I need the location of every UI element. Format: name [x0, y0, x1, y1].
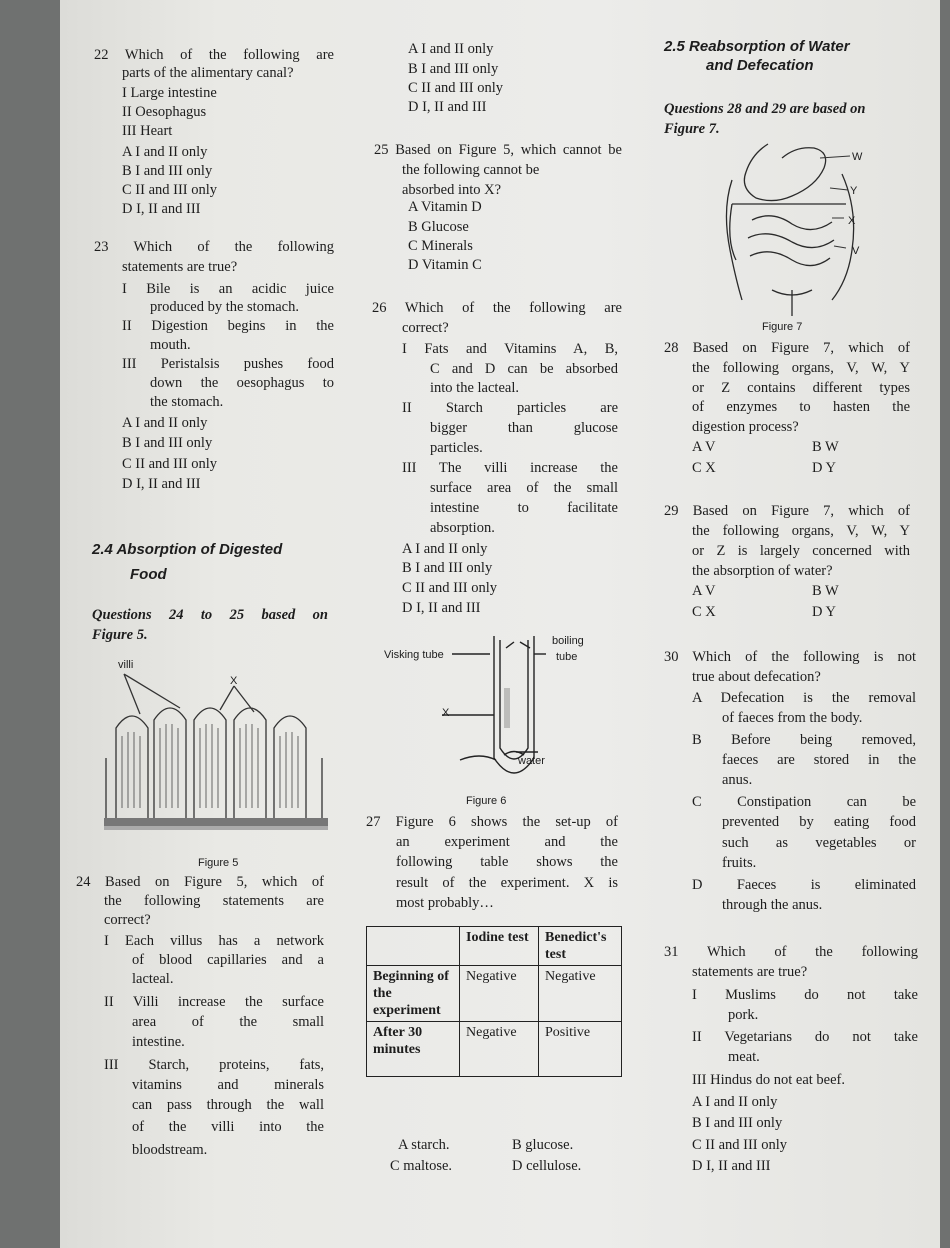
q26-stem-1: 26 Which of the following are: [372, 300, 622, 316]
q26-s1-1: I Fats and Vitamins A, B,: [402, 341, 618, 357]
q28-stem-3: or Z contains different types: [692, 380, 910, 396]
figure-7-label-x: X: [848, 215, 856, 227]
q24-s1-2: of blood capillaries and a: [132, 952, 324, 968]
q24-25-intro-2: Figure 5.: [92, 627, 148, 643]
q24-s1-1: I Each villus has a network: [104, 933, 324, 949]
q26-s3-2: surface area of the small: [430, 480, 618, 496]
figure-5-villi-diagram: [100, 648, 332, 858]
figure-6-label-water: water: [518, 755, 545, 767]
q24-stem-2: the following statements are: [104, 893, 324, 909]
q25-option-a[interactable]: A Vitamin D: [408, 199, 482, 215]
q25-option-c[interactable]: C Minerals: [408, 238, 473, 254]
figure-6-label-tube: tube: [556, 651, 578, 663]
q28-option-b[interactable]: B W: [812, 439, 839, 455]
q29-stem-3: or Z is largely concerned with: [692, 543, 910, 559]
q21-option-a[interactable]: A I and II only: [408, 41, 494, 57]
q27-stem-1: 27 Figure 6 shows the set-up of: [366, 814, 618, 830]
q30-option-c-4: fruits.: [722, 855, 757, 871]
section-2-5-heading-2: and Defecation: [706, 57, 814, 74]
section-2-4-heading-2: Food: [130, 566, 167, 583]
q31-s2-1: II Vegetarians do not take: [692, 1029, 918, 1045]
q28-29-intro-2: Figure 7.: [664, 121, 720, 137]
q27-stem-5: most probably…: [396, 895, 494, 911]
q24-s2-3: intestine.: [132, 1034, 185, 1050]
table-header-cell: Benedict's test: [539, 927, 622, 966]
q26-s1-2: C and D can be absorbed: [430, 361, 618, 377]
q24-s3-1: III Starch, proteins, fats,: [104, 1057, 324, 1073]
q24-s3-3: can pass through the wall: [132, 1097, 324, 1113]
figure-5-label-villi: villi: [118, 659, 134, 671]
q26-option-d[interactable]: D I, II and III: [402, 600, 481, 616]
q22-option-d[interactable]: D I, II and III: [122, 201, 201, 217]
q31-stem-1: 31 Which of the following: [664, 944, 918, 960]
q23-option-a[interactable]: A I and II only: [122, 415, 208, 431]
table-cell: Negative: [460, 1022, 539, 1077]
q26-option-c[interactable]: C II and III only: [402, 580, 498, 596]
q30-option-c-3: such as vegetables or: [722, 835, 916, 851]
q30-option-c-2: prevented by eating food: [722, 814, 916, 830]
q26-s2-2: bigger than glucose: [430, 420, 618, 436]
q22-item-2: II Oesophagus: [122, 104, 207, 120]
q24-s2-1: II Villi increase the surface: [104, 994, 324, 1010]
q23-stem-1: 23 Which of the following: [94, 239, 334, 255]
q21-option-b[interactable]: B I and III only: [408, 61, 499, 77]
q31-option-b[interactable]: B I and III only: [692, 1115, 783, 1131]
q27-option-a[interactable]: A starch.: [398, 1137, 450, 1153]
q25-option-b[interactable]: B Glucose: [408, 219, 469, 235]
q23-s3-3: the stomach.: [150, 394, 224, 410]
figure-5-caption: Figure 5: [198, 857, 239, 869]
q31-s1-1: I Muslims do not take: [692, 987, 918, 1003]
q26-option-b[interactable]: B I and III only: [402, 560, 493, 576]
q30-option-c[interactable]: C Constipation can be: [692, 794, 916, 810]
q30-option-a[interactable]: A Defecation is the removal: [692, 690, 916, 706]
figure-7-label-v: V: [852, 245, 860, 257]
section-2-5-heading: 2.5 Reabsorption of Water: [664, 38, 850, 55]
q27-option-d[interactable]: D cellulose.: [512, 1158, 582, 1174]
q26-s2-1: II Starch particles are: [402, 400, 618, 416]
q23-s2-1: II Digestion begins in the: [122, 318, 334, 334]
q25-stem-2: the following cannot be: [402, 162, 540, 178]
q24-s1-3: lacteal.: [132, 971, 174, 987]
q24-s2-2: area of the small: [132, 1014, 324, 1030]
q30-option-d[interactable]: D Faeces is eliminated: [692, 877, 916, 893]
q22-stem-2: parts of the alimentary canal?: [122, 65, 294, 81]
table-cell: Negative: [460, 966, 539, 1022]
table-header-cell: [367, 927, 460, 966]
q31-s2-2: meat.: [728, 1049, 760, 1065]
q27-option-c[interactable]: C maltose.: [390, 1158, 453, 1174]
figure-7-caption: Figure 7: [762, 321, 803, 333]
table-cell: Beginning of the experiment: [367, 966, 460, 1022]
q21-option-d[interactable]: D I, II and III: [408, 99, 487, 115]
q23-s1-2: produced by the stomach.: [150, 299, 299, 315]
q22-item-1: I Large intestine: [122, 85, 217, 101]
q26-stem-2: correct?: [402, 320, 449, 336]
q26-s2-3: particles.: [430, 440, 483, 456]
q28-29-intro-1: Questions 28 and 29 are based on: [664, 101, 866, 117]
q23-option-c[interactable]: C II and III only: [122, 456, 218, 472]
table-row: [367, 966, 622, 1022]
q27-stem-4: result of the experiment. X is: [396, 875, 618, 891]
q22-item-3: III Heart: [122, 123, 173, 139]
q28-stem-5: digestion process?: [692, 419, 799, 435]
q27-option-b[interactable]: B glucose.: [512, 1137, 574, 1153]
q31-option-d[interactable]: D I, II and III: [692, 1158, 771, 1174]
q23-s2-2: mouth.: [150, 337, 191, 353]
q31-s3: III Hindus do not eat beef.: [692, 1072, 846, 1088]
figure-6-label-x: X: [442, 707, 450, 719]
q24-s3-2: vitamins and minerals: [132, 1077, 324, 1093]
q28-option-c[interactable]: C X: [692, 460, 716, 476]
q28-option-a[interactable]: A V: [692, 439, 716, 455]
q23-option-d[interactable]: D I, II and III: [122, 476, 201, 492]
q24-s3-5: bloodstream.: [132, 1142, 208, 1158]
q25-option-d[interactable]: D Vitamin C: [408, 257, 482, 273]
table-row: [367, 1022, 622, 1077]
figure-6-caption: Figure 6: [466, 795, 507, 807]
table-cell: After 30 minutes: [367, 1022, 460, 1077]
q30-stem-2: true about defecation?: [692, 669, 821, 685]
q23-s3-1: III Peristalsis pushes food: [122, 356, 334, 372]
q23-option-b[interactable]: B I and III only: [122, 435, 213, 451]
q31-option-a[interactable]: A I and II only: [692, 1094, 778, 1110]
q21-option-c[interactable]: C II and III only: [408, 80, 504, 96]
q22-option-a[interactable]: A I and II only: [122, 144, 208, 160]
q22-stem-1: 22 Which of the following are: [94, 47, 334, 63]
q30-option-a-2: of faeces from the body.: [722, 710, 863, 726]
figure-7-label-w: W: [852, 151, 863, 163]
q31-option-c[interactable]: C II and III only: [692, 1137, 788, 1153]
table-header-row: [367, 927, 622, 966]
q23-s1-1: I Bile is an acidic juice: [122, 281, 334, 297]
table-header-cell: Iodine test: [460, 927, 539, 966]
q29-stem-1: 29 Based on Figure 7, which of: [664, 503, 910, 519]
table-cell: Positive: [539, 1022, 622, 1077]
q28-option-d[interactable]: D Y: [812, 460, 837, 476]
q31-s1-2: pork.: [728, 1007, 759, 1023]
figure-6-label-boiling: boiling: [552, 635, 584, 647]
q29-option-a[interactable]: A V: [692, 583, 716, 599]
q29-option-d[interactable]: D Y: [812, 604, 837, 620]
table-cell: Negative: [539, 966, 622, 1022]
q22-option-b[interactable]: B I and III only: [122, 163, 213, 179]
q25-stem-3: absorbed into X?: [402, 182, 502, 198]
q24-stem-1: 24 Based on Figure 5, which of: [76, 874, 324, 890]
q27-results-table: [366, 926, 622, 1077]
q27-stem-2: an experiment and the: [396, 834, 618, 850]
q26-s3-1: III The villi increase the: [402, 460, 618, 476]
q24-25-intro-1: Questions 24 to 25 based on: [92, 607, 328, 623]
figure-6-label-visking-tube: Visking tube: [384, 649, 444, 661]
q30-option-b-3: anus.: [722, 772, 753, 788]
q28-stem-1: 28 Based on Figure 7, which of: [664, 340, 910, 356]
q30-option-b-2: faeces are stored in the: [722, 752, 916, 768]
q24-s3-4: of the villi into the: [132, 1119, 324, 1135]
q28-stem-4: of enzymes to hasten the: [692, 399, 910, 415]
q29-stem-2: the following organs, V, W, Y: [692, 523, 910, 539]
q30-option-d-2: through the anus.: [722, 897, 823, 913]
q26-s1-3: into the lacteal.: [430, 380, 519, 396]
q29-stem-4: the absorption of water?: [692, 563, 833, 579]
q29-option-b[interactable]: B W: [812, 583, 839, 599]
q23-stem-2: statements are true?: [122, 259, 238, 275]
q30-option-b[interactable]: B Before being removed,: [692, 732, 916, 748]
section-2-4-heading: 2.4 Absorption of Digested: [92, 541, 283, 558]
q27-stem-3: following table shows the: [396, 854, 618, 870]
q26-option-a[interactable]: A I and II only: [402, 541, 488, 557]
q23-s3-2: down the oesophagus to: [150, 375, 334, 391]
figure-7-label-y: Y: [850, 185, 858, 197]
q31-stem-2: statements are true?: [692, 964, 808, 980]
q22-option-c[interactable]: C II and III only: [122, 182, 218, 198]
q29-option-c[interactable]: C X: [692, 604, 716, 620]
q25-stem-1: 25 Based on Figure 5, which cannot be: [374, 142, 622, 158]
q30-stem-1: 30 Which of the following is not: [664, 649, 916, 665]
figure-5-label-x: X: [230, 675, 238, 687]
q26-s3-3: intestine to facilitate: [430, 500, 618, 516]
q26-s3-4: absorption.: [430, 520, 495, 536]
q28-stem-2: the following organs, V, W, Y: [692, 360, 910, 376]
figure-7-digestive-system-diagram: [712, 140, 882, 320]
q24-stem-3: correct?: [104, 912, 151, 928]
